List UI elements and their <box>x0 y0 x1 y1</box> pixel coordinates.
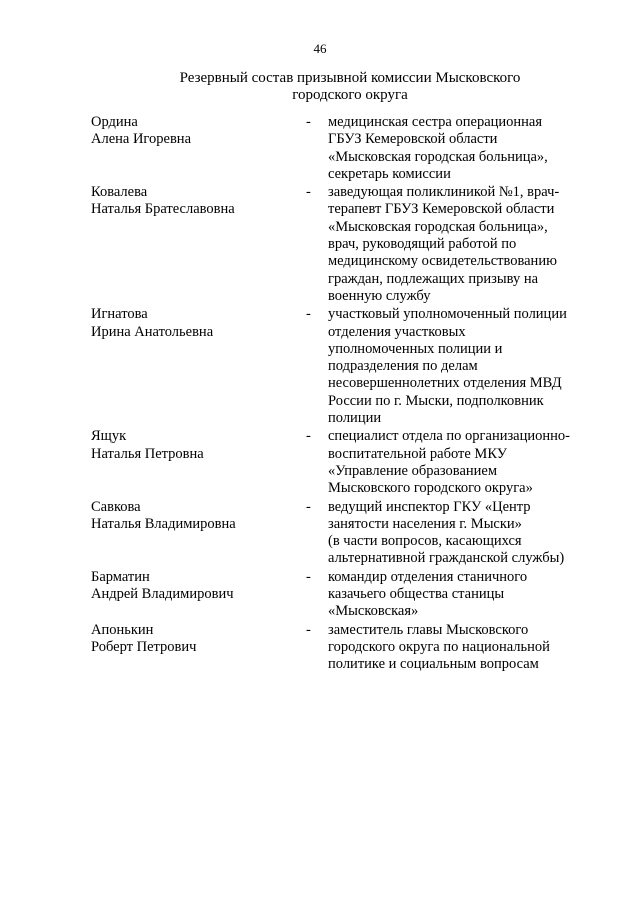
position-line: воспитательной работе МКУ <box>328 445 507 462</box>
dash-separator: - <box>306 306 311 323</box>
position-line: уполномоченных полиции и <box>328 340 503 357</box>
member-given-names: Наталья Братеславовна <box>91 201 235 218</box>
dash-separator: - <box>306 428 311 445</box>
member-name <box>91 114 306 183</box>
member-entry <box>91 184 591 305</box>
member-name <box>91 428 306 497</box>
position-line: подразделения по делам <box>328 358 478 375</box>
position-line: граждан, подлежащих призыву на <box>328 270 539 287</box>
dash-separator: - <box>306 498 311 515</box>
position-line: заместитель главы Мысковского <box>328 621 529 638</box>
member-surname: Ковалева <box>91 184 148 201</box>
position-line: полиции <box>328 410 382 427</box>
member-given-names: Ирина Анатольевна <box>91 323 214 340</box>
member-surname: Ордина <box>91 114 138 130</box>
position-line: «Мысковская городская больница», <box>328 218 548 235</box>
position-line: врач, руководящий работой по <box>328 236 517 253</box>
member-given-names: Роберт Петрович <box>91 638 197 655</box>
position-line: военную службу <box>328 287 431 304</box>
page-number: 46 <box>313 41 327 56</box>
position-line: ГБУЗ Кемеровской области <box>328 131 498 148</box>
members-list <box>91 114 591 675</box>
member-surname: Савкова <box>91 498 141 515</box>
member-name <box>91 622 306 674</box>
member-position <box>328 569 591 621</box>
position-line: командир отделения станичного <box>328 568 528 585</box>
member-position <box>328 306 591 427</box>
member-position <box>328 499 591 568</box>
title-line-2: городского округа <box>292 87 408 103</box>
member-entry <box>91 428 591 497</box>
member-position <box>328 184 591 305</box>
position-line: «Мысковская городская больница», <box>328 148 548 165</box>
position-line: медицинскому освидетельствованию <box>328 253 557 270</box>
member-given-names: Алена Игоревна <box>91 131 191 148</box>
member-given-names: Наталья Владимировна <box>91 515 236 532</box>
position-line: России по г. Мыски, подполковник <box>328 392 544 409</box>
dash-separator: - <box>306 621 311 638</box>
dash-separator: - <box>306 184 311 201</box>
title-line-1: Резервный состав призывной комиссии Мысковского <box>179 70 521 86</box>
member-entry <box>91 499 591 568</box>
member-position <box>328 428 591 497</box>
position-line: Мысковского городского округа» <box>328 480 533 497</box>
position-line: занятости населения г. Мыски» <box>328 515 522 532</box>
position-line: альтернативной гражданской службы) <box>328 550 565 567</box>
member-entry <box>91 622 591 674</box>
member-surname: Ящук <box>91 428 127 445</box>
member-name <box>91 499 306 568</box>
position-line: «Управление образованием <box>328 462 498 479</box>
dash-separator: - <box>306 568 311 585</box>
position-line: специалист отдела по организационно- <box>328 428 570 445</box>
position-line: (в части вопросов, касающихся <box>328 533 522 550</box>
member-surname: Игнатова <box>91 306 148 323</box>
position-line: «Мысковская» <box>328 603 419 620</box>
position-line: медицинская сестра операционная <box>328 114 543 130</box>
member-position <box>328 114 591 183</box>
member-given-names: Наталья Петровна <box>91 445 204 462</box>
member-position <box>328 622 591 674</box>
document-title <box>100 70 600 104</box>
position-line: казачьего общества станицы <box>328 586 505 603</box>
member-name <box>91 306 306 427</box>
position-line: городского округа по национальной <box>328 638 550 655</box>
position-line: несовершеннолетних отделения МВД <box>328 375 562 392</box>
position-line: ведущий инспектор ГКУ «Центр <box>328 498 531 515</box>
member-given-names: Андрей Владимирович <box>91 586 234 603</box>
member-name <box>91 569 306 621</box>
position-line: политике и социальным вопросам <box>328 656 539 673</box>
member-name <box>91 184 306 305</box>
member-surname: Барматин <box>91 568 150 585</box>
position-line: отделения участковых <box>328 323 466 340</box>
member-entry <box>91 114 591 183</box>
member-entry <box>91 306 591 427</box>
member-surname: Апонькин <box>91 621 154 638</box>
member-entry <box>91 569 591 621</box>
position-line: секретарь комиссии <box>328 165 451 182</box>
position-line: терапевт ГБУЗ Кемеровской области <box>328 201 555 218</box>
position-line: участковый уполномоченный полиции <box>328 306 567 323</box>
position-line: заведующая поликлиникой №1, врач- <box>328 184 560 201</box>
dash-separator: - <box>306 114 311 130</box>
